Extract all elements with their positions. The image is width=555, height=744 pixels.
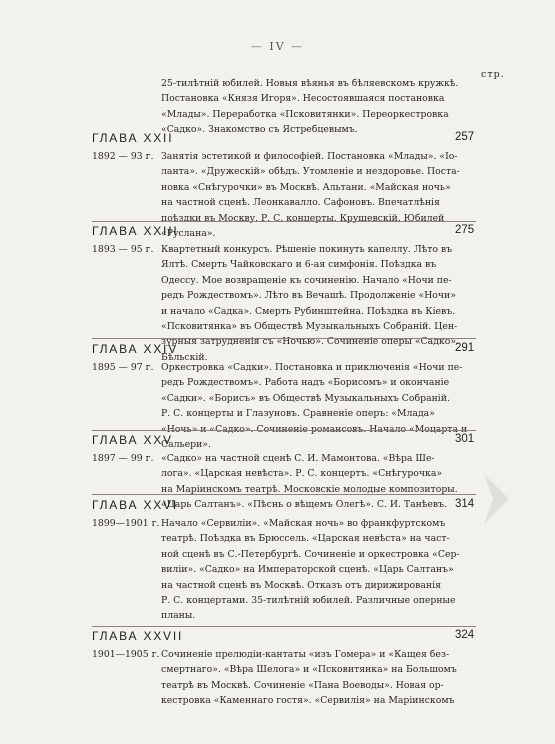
chapter-title: ГЛАВА XXIII (92, 224, 179, 238)
chapter-line: «Псковитянка» въ Обществѣ Музыкальныхъ Собраній. Цен- (161, 321, 458, 333)
divider (92, 221, 476, 222)
page-number: — IV — (250, 40, 305, 53)
chapter-line: поѣздки въ Москву. Р. С. концерты. Крушевскій. Юбилей (161, 212, 445, 224)
intro-line: 25-тилѣтній юбилей. Новыя вѣянья въ бѣляевскомъ кружкѣ. (161, 78, 459, 89)
page-column-label: стр. (481, 69, 505, 80)
chapter-page: 275 (455, 224, 475, 236)
chapter-line: «Садко» на частной сценѣ С. И. Мамонтова. «Вѣра Ше- (161, 453, 435, 464)
chapter-page: 301 (455, 433, 475, 445)
chapter-page: 314 (455, 498, 475, 510)
chapter-line: «Садки». «Борисъ» въ Обществѣ Музыкальныхъ Собраній. (161, 392, 450, 404)
chapter-line: на частной сценѣ въ Москвѣ. Отказъ отъ дирижированія (161, 579, 441, 591)
chapter-line: новка «Снѣгурочки» въ Москвѣ. Альтани. «Майская ночь» (161, 181, 451, 193)
intro-line: «Садко». Знакомство съ Ястребцевымъ. (161, 124, 358, 136)
chapter-years: 1893 — 95 г. (92, 244, 154, 255)
chapter-line: театрѣ. Поѣздка въ Брюссель. «Царская невѣста» на част- (161, 533, 450, 545)
chapter-xxvii (92, 629, 492, 709)
intro-continuation (161, 76, 476, 138)
chapter-line: на частной сценѣ. Леонкавалло. Сафоновъ. Впечатлѣнія (161, 197, 440, 209)
chapter-line: «Ночь» и «Садко». Сочиненіе романсовъ. Начало «Моцарта и (161, 423, 468, 435)
chapter-line: ланта». «Дружескій» обѣдъ. Утомленіе и нездоровье. Поста- (161, 166, 460, 178)
chapter-line: зурныя затрудненія съ «Ночью». Сочиненіе оперы «Садко». (161, 336, 459, 348)
chapter-line: ной сценѣ въ С.-Петербургѣ. Сочиненіе и оркестровка «Сер- (161, 548, 460, 560)
chapter-line: смертнаго». «Вѣра Шелога» и «Псковитянка» на Большомъ (161, 664, 457, 676)
chapter-page: 257 (455, 131, 475, 143)
chapter-years: 1899—1901 г. (92, 518, 160, 529)
chapter-line: Р. С. концертами. 35-тилѣтній юбилей. Различные оперные (161, 595, 456, 607)
intro-line: «Млады». Переработка «Псковитянки». Переоркестровка (161, 108, 449, 120)
chapter-title: ГЛАВА XXV (92, 433, 173, 447)
chapter-title: ГЛАВА XXVII (92, 629, 184, 643)
divider (92, 626, 476, 627)
chapter-line: лога». «Царская невѣста». Р. С. концертъ. «Снѣгурочка» (161, 468, 443, 480)
chapter-line: Занятія эстетикой и философіей. Постановка «Млады». «Іо- (161, 151, 458, 162)
chapter-page: 291 (455, 342, 475, 354)
watermark-arrow-icon (455, 470, 513, 528)
chapter-line: Сальери». (161, 439, 211, 451)
chapter-title: ГЛАВА XXII (92, 131, 174, 145)
chapter-page: 324 (455, 629, 475, 641)
chapter-line: Р. С. концерты и Глазуновъ. Сравненіе оперъ: «Млада» (161, 408, 435, 420)
divider (92, 338, 476, 339)
divider (92, 494, 476, 495)
chapter-line: Сочиненіе прелюдіи-кантаты «изъ Гомера» и «Кащея без- (161, 649, 450, 660)
chapter-line: Оркестровка «Садки». Постановка и приключенія «Ночи пе- (161, 362, 463, 373)
chapter-line: Квартетный конкурсъ. Рѣшеніе покинуть капеллу. Лѣто въ (161, 244, 453, 255)
chapter-title: ГЛАВА XXVI (92, 498, 178, 512)
chapter-line: театрѣ въ Москвѣ. Сочиненіе «Пана Воеводы». Новая ор- (161, 679, 444, 691)
chapter-line: Бѣльскій. (161, 351, 208, 363)
chapter-line: кестровка «Каменнаго гостя». «Сервилія» на Маріинскомъ (161, 695, 455, 707)
divider (92, 430, 476, 431)
chapter-line: и начало «Садка». Смерть Рубинштейна. Поѣздка въ Кіевъ. (161, 305, 456, 317)
page-number-text: IV (269, 40, 286, 53)
chapter-line: Одессу. Мое возвращеніе къ сочиненію. Начало «Ночи пе- (161, 274, 452, 286)
chapter-line: Начало «Сервиліи». «Майская ночь» во франкфуртскомъ (161, 518, 446, 529)
chapter-line: на Маріинскомъ театрѣ. Московскіе молодые композиторы. (161, 483, 458, 495)
chapter-line: планы. (161, 610, 196, 622)
chapter-years: 1897 — 99 г. (92, 453, 154, 464)
chapter-line: «Руслана». (161, 228, 216, 240)
chapter-xxvi (92, 498, 492, 624)
chapter-line: редъ Рождествомъ». Лѣто въ Вечашѣ. Продолженіе «Ночи» (161, 290, 456, 302)
chapter-line: виліи». «Садко» на Императорской сценѣ. «Царь Салтанъ» (161, 564, 454, 576)
chapter-line: «Царь Салтанъ». «Пѣснь о вѣщемъ Олегѣ». С. И. Танѣевъ. (161, 499, 448, 511)
chapter-line: редъ Рождествомъ». Работа надъ «Борисомъ» и окончаніе (161, 377, 450, 389)
chapter-years: 1892 — 93 г. (92, 151, 154, 162)
chapter-years: 1895 — 97 г. (92, 362, 154, 373)
chapter-line: Ялтѣ. Смерть Чайковскаго и 6-ая симфонія. Поѣздка въ (161, 259, 437, 271)
intro-line: Постановка «Князя Игоря». Несостоявшаяся постановка (161, 93, 445, 105)
chapter-years: 1901—1905 г. (92, 649, 160, 660)
chapter-title: ГЛАВА XXIV (92, 342, 178, 356)
